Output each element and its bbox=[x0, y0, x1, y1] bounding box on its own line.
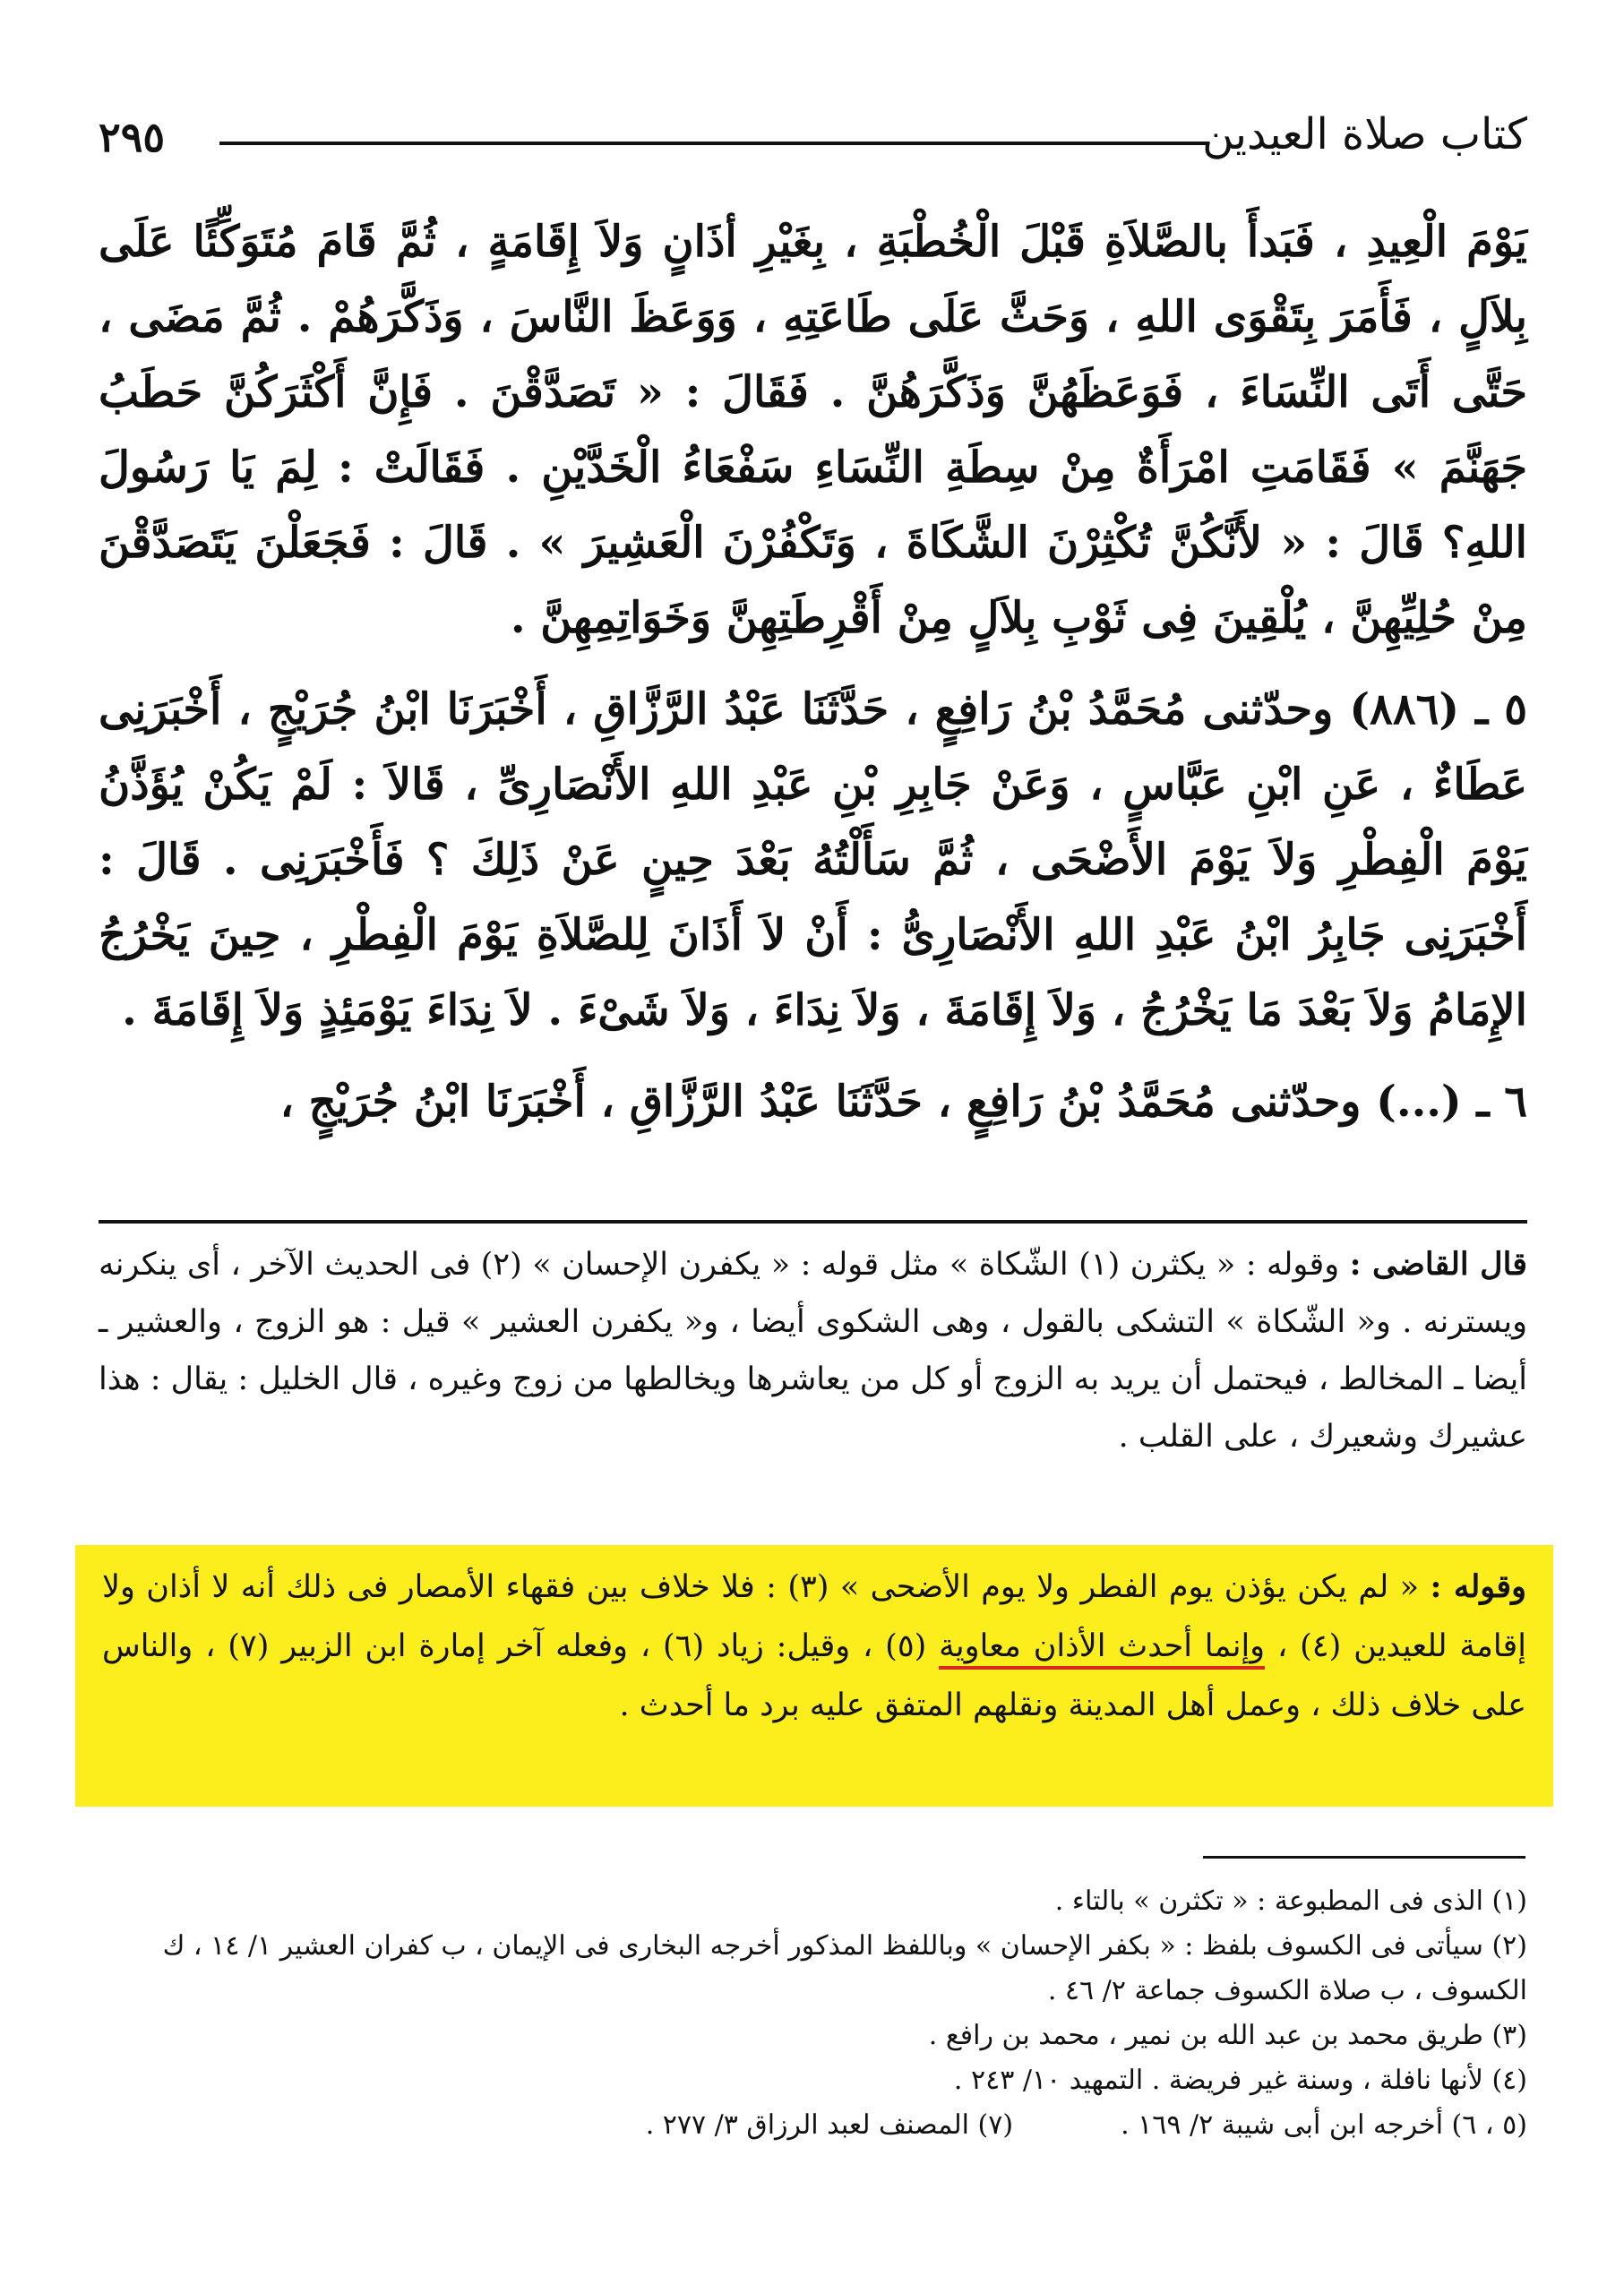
highlighted-passage bbox=[75, 1545, 1553, 1807]
hadith-text bbox=[99, 204, 1527, 1155]
highlight-text-after: (٥) ، وقيل: زياد (٦) ، وفعله آخر إمارة ابن الزبير (٧) ، والناس على خلاف ذلك ، وعمل أهل المدينة ونقلهم المتفق عليه برد ما أحدث . bbox=[102, 1628, 1526, 1723]
hadith-paragraph: ٦ ـ (...) وحدّثنى مُحَمَّدُ بْنُ رَافِعٍ ، حَدَّثَنَا عَبْدُ الرَّزَّاقِ ، أَخْبَرَنَا ابْنُ جُرَيْجٍ ، bbox=[279, 1077, 1527, 1127]
footnote: (٢) سيأتى فى الكسوف بلفظ : « بكفر الإحسان » وباللفظ المذكور أخرجه البخارى فى الإيمان ، ب كفران العشير ١/ ١٤ ، ك الكسوف ، ب صلاة الكسوف جماعة ٢/ ٤٦ . bbox=[162, 1930, 1527, 2006]
hadith-paragraph: ٥ ـ (٨٨٦) وحدّثنى مُحَمَّدُ بْنُ رَافِعٍ ، حَدَّثَنَا عَبْدُ الرَّزَّاقِ ، أَخْبَرَنَا ابْنُ جُرَيْجٍ ، أَخْبَرَنِى عَطَاءٌ ، عَنِ ابْنِ عَبَّاسٍ ، وَعَنْ جَابِرِ بْنِ عَبْدِ اللهِ الأَنْصَارِىِّ ، قَالاَ : لَمْ يَكُنْ يُؤَذَّنُ يَوْمَ الْفِطْرِ وَلاَ يَوْمَ الأَضْحَى ، ثُمَّ سَأَلْتُهُ بَعْدَ حِينٍ عَنْ ذَلِكَ ؟ فَأَخْبَرَنِى . قَالَ : أَخْبَرَنِى جَابِرُ ابْنُ عَبْدِ اللهِ الأَنْصَارِىُّ : أَنْ لاَ أَذَانَ لِلصَّلاَةِ يَوْمَ الْفِطْرِ ، حِينَ يَخْرُجُ الإِمَامُ وَلاَ بَعْدَ مَا يَخْرُجُ ، وَلاَ إِقَامَةَ ، وَلاَ نِدَاءَ ، وَلاَ شَىْءَ . لاَ نِدَاءَ يَوْمَئِذٍ وَلاَ إِقَامَةَ . bbox=[99, 684, 1527, 1035]
footnote-rule bbox=[1203, 1856, 1525, 1859]
page-number: ٢٩٥ bbox=[99, 113, 166, 161]
underlined-phrase: وإنما أحدث الأذان معاوية bbox=[939, 1628, 1265, 1670]
footnote: (٤) لأنها نافلة ، وسنة غير فريضة . التمهيد ١٠/ ٢٤٣ . bbox=[953, 2065, 1527, 2096]
footnote: (٧) المصنف لعبد الرزاق ٣/ ٢٧٧ . bbox=[645, 2109, 1014, 2141]
footnotes bbox=[99, 1879, 1527, 2148]
chapter-title: كتاب صلاة العيدين bbox=[1202, 109, 1527, 159]
footnote: (١) الذى فى المطبوعة : « تكثرن » بالتاء . bbox=[1054, 1885, 1527, 1917]
commentary-section bbox=[99, 1236, 1527, 1465]
footnote-pair bbox=[99, 2103, 1527, 2148]
text-separator bbox=[99, 1220, 1527, 1224]
highlight-text-before: « لم يكن يؤذن يوم الفطر ولا يوم الأضحى » (٣) : فلا خلاف بين فقهاء الأمصار فى ذلك أنه لا أذان ولا إقامة للعيدين (٤) ، bbox=[102, 1569, 1527, 1664]
footnote: (٥ ، ٦) أخرجه ابن أبى شيبة ٢/ ١٦٩ . bbox=[1121, 2109, 1527, 2141]
commentary-text: وقوله : « يكثرن (١) الشّكاة » مثل قوله : « يكفرن الإحسان » (٢) فى الحديث الآخر ، أى ينكرنه ويسترنه . و« الشّكاة » التشكى بالقول ، وهى الشكوى أيضا ، و« يكفرن العشير » قيل : هو الزوج ، والعشير ـ أيضا ـ المخالط ، فيحتمل أن يريد به الزوج أو كل من يعاشرها ويخالطها من زوج وغيره ، قال الخليل : يقال : هذا عشيرك وشعيرك ، على القلب . bbox=[99, 1247, 1527, 1455]
highlighted-paragraph bbox=[75, 1545, 1553, 1735]
footnote: (٣) طريق محمد بن عبد الله بن نمير ، محمد بن رافع . bbox=[928, 2020, 1527, 2051]
commentary-paragraph bbox=[99, 1236, 1527, 1465]
hadith-paragraph: يَوْمَ الْعِيدِ ، فَبَدأَ بالصَّلاَةِ قَبْلَ الْخُطْبَةِ ، بِغَيْرِ أذَانٍ وَلاَ إِقَامَةٍ ، ثُمَّ قَامَ مُتَوَكِّئًا عَلَى بِلاَلٍ ، فَأَمَرَ بِتَقْوَى اللهِ ، وَحَثَّ عَلَى طَاعَتِهِ ، وَوَعَظَ النَّاسَ ، وَذَكَّرَهُمْ . ثُمَّ مَضَى ، حَتَّى أَتَى النِّسَاءَ ، فَوَعَظَهُنَّ وَذَكَّرَهُنَّ . فَقَالَ : « تَصَدَّقْنَ . فَإِنَّ أَكْثَرَكُنَّ حَطَبُ جَهَنَّمَ » فَقَامَتِ امْرَأَةٌ مِنْ سِطَةِ النِّسَاءِ سَفْعَاءُ الْخَدَّيْنِ . فَقَالَتْ : لِمَ يَا رَسُولَ اللهِ؟ قَالَ : « لأَنَّكُنَّ تُكْثِرْنَ الشَّكَاةَ ، وَتَكْفُرْنَ الْعَشِيرَ » . قَالَ : فَجَعَلْنَ يَتَصَدَّقْنَ مِنْ حُلِيِّهِنَّ ، يُلْقِينَ فِى ثَوْبِ بِلاَلٍ مِنْ أَقْرِطَتِهِنَّ وَخَوَاتِمِهِنَّ . bbox=[99, 217, 1527, 643]
highlight-label: وقوله : bbox=[1430, 1568, 1526, 1605]
commentary-label: قال القاضى : bbox=[1349, 1246, 1527, 1283]
page-header bbox=[99, 107, 1527, 179]
header-rule bbox=[219, 142, 1209, 145]
